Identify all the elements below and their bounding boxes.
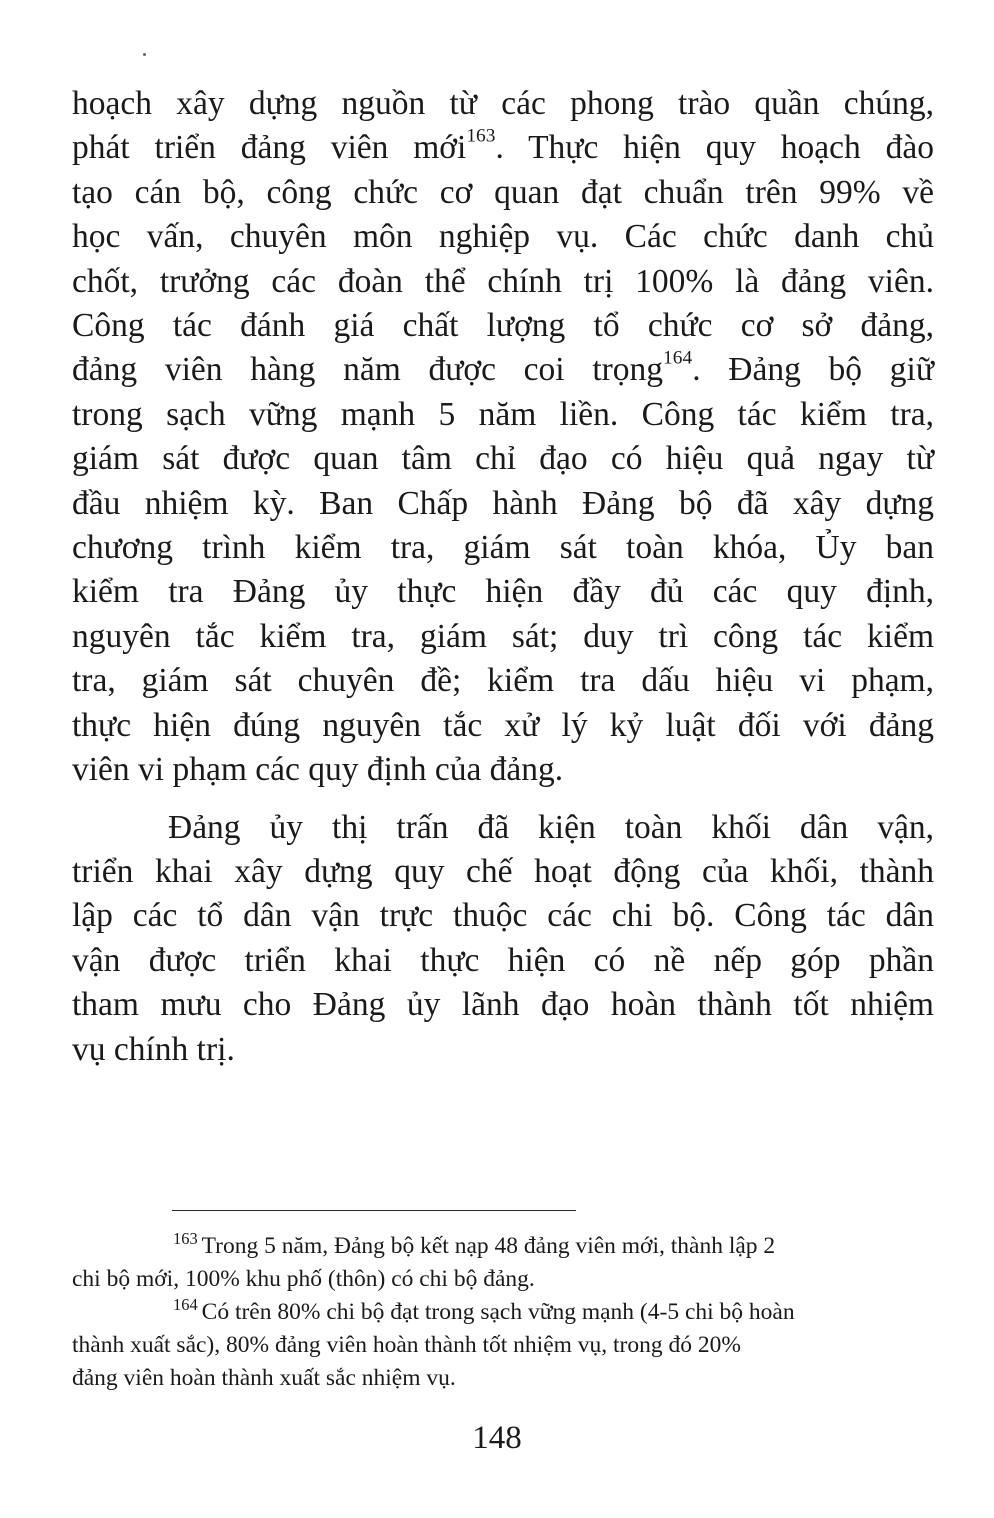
- paragraph-2: [72, 806, 934, 1072]
- footnote-line: thành xuất sắc), 80% đảng viên hoàn thành tốt nhiệm vụ, trong đó 20%: [72, 1332, 741, 1358]
- footnote-separator: [172, 1210, 576, 1211]
- text-line: học vấn, chuyên môn nghiệp vụ. Các chức danh chủ: [72, 218, 934, 256]
- text-segment: đảng viên hàng năm được coi trọng: [72, 351, 664, 389]
- footnote-164: [72, 1296, 934, 1395]
- text-line: trong sạch vững mạnh 5 năm liền. Công tác kiểm tra,: [72, 395, 934, 433]
- footnote-ref-164: 164: [663, 347, 693, 369]
- text-line: tạo cán bộ, công chức cơ quan đạt chuẩn trên 99% về: [72, 173, 934, 211]
- text-line: đầu nhiệm kỳ. Ban Chấp hành Đảng bộ đã xây dựng: [72, 484, 934, 522]
- text-segment: . Đảng bộ giữ: [692, 351, 934, 389]
- text-line: tra, giám sát chuyên đề; kiểm tra dấu hiệu vi phạm,: [72, 662, 934, 700]
- text-line: triển khai xây dựng quy chế hoạt động của khối, thành: [72, 852, 934, 890]
- footnote-163: [72, 1230, 934, 1296]
- page-number: 148: [472, 1420, 522, 1456]
- text-line: chương trình kiểm tra, giám sát toàn khóa, Ủy ban: [72, 529, 934, 567]
- footnote-line: đảng viên hoàn thành xuất sắc nhiệm vụ.: [72, 1365, 456, 1391]
- text-line: Công tác đánh giá chất lượng tổ chức cơ sở đảng,: [72, 307, 934, 345]
- paragraph-1: [72, 82, 934, 793]
- text-segment: phát triển đảng viên mới: [72, 129, 467, 167]
- scan-speck: [143, 53, 146, 56]
- text-line: chốt, trưởng các đoàn thể chính trị 100% là đảng viên.: [72, 262, 934, 300]
- footnote-ref-163: 163: [466, 125, 496, 147]
- text-line: nguyên tắc kiểm tra, giám sát; duy trì công tác kiểm: [72, 617, 934, 655]
- main-body-text: [72, 82, 934, 1072]
- text-line: lập các tổ dân vận trực thuộc các chi bộ. Công tác dân: [72, 897, 934, 935]
- text-line: Đảng ủy thị trấn đã kiện toàn khối dân vận,: [168, 808, 934, 846]
- footnotes: [72, 1230, 934, 1395]
- footnote-number: 163: [173, 1228, 198, 1248]
- text-line: viên vi phạm các quy định của đảng.: [72, 751, 564, 789]
- text-line: [72, 126, 934, 170]
- text-line: hoạch xây dựng nguồn từ các phong trào quần chúng,: [72, 85, 934, 122]
- text-line: [72, 348, 934, 392]
- text-line: giám sát được quan tâm chỉ đạo có hiệu quả ngay từ: [72, 440, 934, 478]
- footnote-text: Có trên 80% chi bộ đạt trong sạch vững mạnh (4-5 chi bộ hoàn: [201, 1299, 795, 1325]
- text-line: vận được triển khai thực hiện có nề nếp góp phần: [72, 941, 934, 979]
- footnote-line: [72, 1296, 934, 1329]
- footnote-line: [72, 1230, 934, 1263]
- text-segment: . Thực hiện quy hoạch đào: [495, 129, 934, 167]
- text-line: tham mưu cho Đảng ủy lãnh đạo hoàn thành tốt nhiệm: [72, 986, 934, 1024]
- text-line: thực hiện đúng nguyên tắc xử lý kỷ luật đối với đảng: [72, 706, 934, 744]
- footnote-text: Trong 5 năm, Đảng bộ kết nạp 48 đảng viên mới, thành lập 2: [201, 1233, 776, 1259]
- text-line: vụ chính trị.: [72, 1030, 235, 1068]
- footnote-number: 164: [173, 1294, 198, 1314]
- text-line: kiểm tra Đảng ủy thực hiện đầy đủ các quy định,: [72, 573, 934, 611]
- footnote-line: chi bộ mới, 100% khu phố (thôn) có chi bộ đảng.: [72, 1266, 535, 1292]
